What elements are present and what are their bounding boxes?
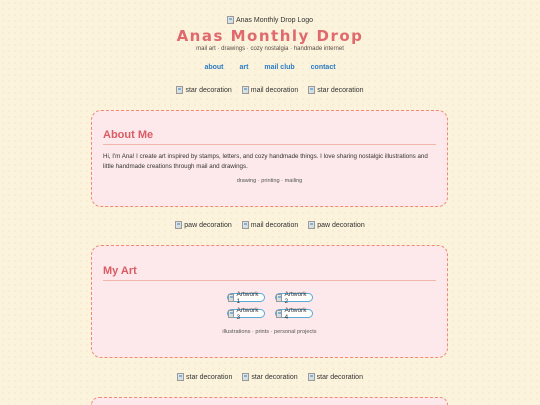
art-section <box>91 245 448 358</box>
nav-link-art[interactable]: art <box>239 64 249 71</box>
decoration-alt-text: star decoration <box>316 373 363 381</box>
paw-decoration-image <box>308 221 364 229</box>
decoration-alt-text: mail decoration <box>250 86 299 94</box>
star-decoration-image <box>242 373 297 381</box>
star-decoration-image <box>177 373 232 381</box>
about-body: Hi, I'm Ana! I create art inspired by stamps, letters, and cozy handmade things. I love sharing nostalgic illustrations and little handmade creations through mail and drawings. <box>103 153 428 170</box>
about-tags: drawing · printing · mailing <box>236 178 303 184</box>
artwork-label: Artwork 2 <box>284 290 307 305</box>
artwork-thumbnail[interactable] <box>227 290 265 305</box>
decoration-row <box>0 86 540 94</box>
decoration-row <box>0 221 540 229</box>
broken-image-icon <box>308 221 315 229</box>
decoration-alt-text: paw decoration <box>184 221 232 229</box>
mail-decoration-image <box>242 86 298 94</box>
broken-image-icon <box>276 310 283 318</box>
about-section <box>91 110 448 207</box>
star-decoration-image <box>176 86 231 94</box>
site-tagline: mail art · drawings · cozy nostalgia · handmade internet <box>196 46 344 52</box>
artwork-label: Artwork 1 <box>236 290 259 305</box>
decoration-alt-text: star decoration <box>317 86 364 94</box>
artwork-thumbnail[interactable] <box>275 290 313 305</box>
art-title: My Art <box>103 265 436 281</box>
decoration-row <box>0 373 540 381</box>
decoration-alt-text: star decoration <box>186 373 233 381</box>
broken-image-icon <box>175 221 182 229</box>
star-decoration-image <box>308 86 363 94</box>
artwork-thumbnail[interactable] <box>275 306 313 321</box>
nav-link-contact[interactable]: contact <box>310 64 336 71</box>
broken-image-icon <box>228 294 235 302</box>
site-title: Anas Monthly Drop <box>176 27 364 45</box>
main-nav <box>0 64 540 71</box>
star-decoration-image <box>308 373 363 381</box>
broken-image-icon <box>228 310 235 318</box>
decoration-alt-text: mail decoration <box>250 221 299 229</box>
mail-decoration-image <box>242 221 298 229</box>
art-gallery <box>103 290 436 321</box>
broken-image-icon <box>308 86 315 94</box>
broken-image-icon <box>177 373 184 381</box>
logo-alt-text: Anas Monthly Drop Logo <box>235 16 314 24</box>
artwork-label: Artwork 3 <box>236 306 259 321</box>
nav-link-mail-club[interactable]: mail club <box>264 64 295 71</box>
decoration-alt-text: star decoration <box>251 373 298 381</box>
broken-image-icon <box>242 86 249 94</box>
broken-image-icon <box>242 373 249 381</box>
broken-image-icon <box>276 294 283 302</box>
art-tags: illustrations · prints · personal projects <box>222 329 317 335</box>
artwork-thumbnail[interactable] <box>227 306 265 321</box>
broken-image-icon <box>227 16 234 24</box>
broken-image-icon <box>176 86 183 94</box>
decoration-alt-text: star decoration <box>185 86 232 94</box>
artwork-label: Artwork 4 <box>284 306 307 321</box>
next-section <box>91 397 448 405</box>
paw-decoration-image <box>175 221 231 229</box>
broken-image-icon <box>242 221 249 229</box>
decoration-alt-text: paw decoration <box>317 221 365 229</box>
broken-image-icon <box>308 373 315 381</box>
nav-link-about[interactable]: about <box>204 64 224 71</box>
about-title: About Me <box>103 129 436 145</box>
